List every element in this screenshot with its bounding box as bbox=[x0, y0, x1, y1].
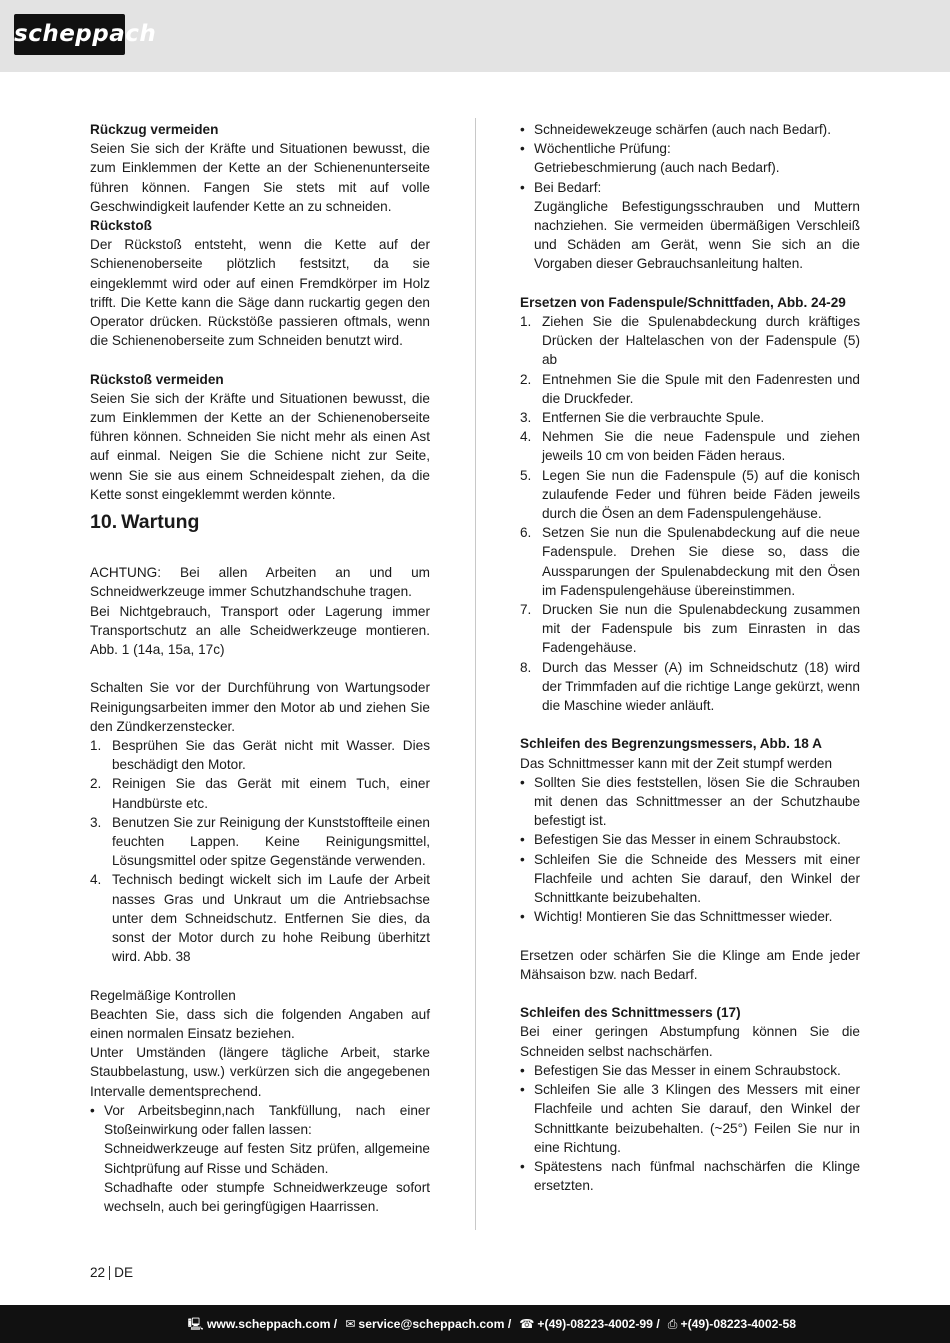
footer-fax: +(49)-08223-4002-58 bbox=[680, 1317, 796, 1331]
page-number bbox=[90, 1265, 133, 1280]
cleaning-steps bbox=[90, 736, 430, 966]
column-divider bbox=[475, 118, 476, 1230]
section-number: 10. bbox=[90, 511, 118, 534]
header-band bbox=[0, 0, 950, 72]
schnittmesser-bullets bbox=[520, 1061, 860, 1195]
list-item: 1. Besprühen Sie das Gerät nicht mit Wasser. Dies beschädigt den Motor. bbox=[90, 738, 430, 773]
computer-icon: 🖳 bbox=[187, 1317, 204, 1331]
list-item: 6. Setzen Sie nun die Spulenabdeckung auf die neue Fadenspule. Drehen Sie diese so, dass die Aussparungen der Spulenabdeckung mit den Ösen im Fadenspulengehäuse übereinstimmen. bbox=[520, 525, 860, 598]
fadenspule-steps bbox=[520, 312, 860, 715]
footer-email[interactable]: service@scheppach.com / bbox=[358, 1317, 512, 1331]
list-item: • Bei Bedarf: Zugängliche Befestigungsschrauben und Muttern nachziehen. Sie vermeiden übermäßigen Verschleiß und Schäden am Gerät, wenn Sie sich an die Vorgaben dieser Gebrauchsanleitung halten. bbox=[520, 179, 860, 272]
list-item: 3. Entfernen Sie die verbrauchte Spule. bbox=[520, 410, 765, 426]
list-item: • Wichtig! Montieren Sie das Schnittmesser wieder. bbox=[520, 909, 833, 925]
list-item: 2. Reinigen Sie das Gerät mit einem Tuch, einer Handbürste etc. bbox=[90, 776, 430, 811]
section-heading bbox=[90, 510, 430, 534]
schnittmesser-intro: Bei einer geringen Abstumpfung können Sie die Schneiden selbst nachschärfen. bbox=[520, 1024, 860, 1059]
list-item: • Wöchentliche Prüfung: Getriebeschmierung (auch nach Bedarf). bbox=[520, 141, 780, 176]
fadenspule-title: Ersetzen von Fadenspule/Schnittfaden, Abb. 24-29 bbox=[520, 294, 846, 310]
begrenzungsmesser-intro: Das Schnittmesser kann mit der Zeit stumpf werden bbox=[520, 755, 833, 771]
list-item: • Schleifen Sie die Schneide des Messers mit einer Flachfeile und achten Sie darauf, den Winkel der Schnittkante beizubehalten. bbox=[520, 851, 860, 906]
transport-text: Bei Nichtgebrauch, Transport oder Lagerung immer Transportschutz an alle Scheidwerkzeuge montieren. Abb. 1 (14a, 15a, 17c) bbox=[90, 603, 430, 658]
ruckstoss-vermeiden-title: Rückstoß vermeiden bbox=[90, 371, 224, 387]
schalten-text: Schalten Sie vor der Durchführung von Wartungsoder Reinigungsarbeiten immer den Motor ab und ziehen Sie den Zündkerzenstecker. bbox=[90, 680, 430, 734]
begrenzungsmesser-title: Schleifen des Begrenzungsmessers, Abb. 18 A bbox=[520, 736, 822, 752]
achtung-text: ACHTUNG: Bei allen Arbeiten an und um Schneidwerkzeuge immer Schutzhandschuhe tragen. bbox=[90, 565, 430, 600]
kontrollen-text-1: Beachten Sie, dass sich die folgenden Angaben auf einen normalen Einsatz beziehen. bbox=[90, 1006, 430, 1042]
list-item: • Vor Arbeitsbeginn,nach Tankfüllung, nach einer Stoßeinwirkung oder fallen lassen: Schneidwerkzeuge auf festen Sitz prüfen, allgemeine Sichtprüfung auf Risse und Schäden. Schadhafte oder stumpfe Schneidwerkzeuge sofort wechseln, auch bei geringfügigen Haarrissen. bbox=[90, 1102, 430, 1214]
list-item: • Befestigen Sie das Messer in einem Schraubstock. bbox=[520, 832, 841, 848]
list-item: • Spätestens nach fünfmal nachschärfen die Klinge ersetzten. bbox=[520, 1158, 860, 1194]
mail-icon: ✉ bbox=[345, 1317, 356, 1331]
list-item: 3. Benutzen Sie zur Reinigung der Kunststoffteile einen feuchten Lappen. Keine Reinigungsmittel, Lösungsmittel oder spitze Gegenstände verwenden. bbox=[90, 814, 430, 869]
list-item: • Befestigen Sie das Messer in einem Schraubstock. bbox=[520, 1062, 841, 1078]
ruckstoss-vermeiden-text: Seien Sie sich der Kräfte und Situationen bewusst, die zum Einklemmen der Kette an der Schienenoberseite führen können. Schneiden Sie nicht mehr als einen Ast auf einmal. Neigen Sie die Schiene nicht zur Seite, wenn Sie sie aus einem Schneidespalt ziehen, da die Kette sonst eingeklemmt werden könnte. bbox=[90, 390, 430, 502]
list-item: 5. Legen Sie nun die Fadenspule (5) auf die konisch zulaufende Feder und führen beide Fäden jeweils durch die Ösen an dem Fadenspulengehäuse. bbox=[520, 467, 860, 522]
maintenance-bullets bbox=[520, 120, 860, 274]
list-item: 2. Entnehmen Sie die Spule mit den Fadenresten und die Druckfeder. bbox=[520, 371, 860, 406]
list-item: 7. Drucken Sie nun die Spulenabdeckung zusammen mit der Fadenspule bis zum Einrasten in das Fadengehäuse. bbox=[520, 602, 860, 656]
begrenzungsmesser-bullets bbox=[520, 773, 860, 927]
ruckstoss-text: Der Rückstoß entsteht, wenn die Kette auf der Schienenoberseite plötzlich festsitzt, da sie eingeklemmt wird oder auf einen Fremdkörper im Holz trifft. Die Kette kann die Säge dann ruckartig gegen den Operator drücken. Rückstöße passieren oftmals, wenn die Schienenoberseite zum Schneiden benutzt wird. bbox=[90, 237, 430, 349]
list-item: 1. Ziehen Sie die Spulenabdeckung durch kräftiges Drücken der Haltelaschen von der Fadenspule (5) ab bbox=[520, 314, 860, 368]
list-item: 4. Nehmen Sie die neue Fadenspule und ziehen jeweils 10 cm von beiden Fäden heraus. bbox=[520, 429, 860, 464]
right-column bbox=[520, 120, 860, 1195]
list-item: • Schneidewekzeuge schärfen (auch nach Bedarf). bbox=[520, 122, 831, 137]
footer-phone: +(49)-08223-4002-99 / bbox=[537, 1317, 660, 1331]
page-number-value: 22 bbox=[90, 1265, 106, 1280]
list-item: • Sollten Sie dies feststellen, lösen Sie die Schrauben mit denen das Schnittmesser an der Schutzhaube befestigt ist. bbox=[520, 774, 860, 829]
list-item: 8. Durch das Messer (A) im Schneidschutz (18) wird der Trimmfaden auf die richtige Lange gekürzt, wenn die Maschine wieder anläuft. bbox=[520, 659, 860, 714]
page-number-divider bbox=[109, 1266, 110, 1280]
list-item: 4. Technisch bedingt wickelt sich im Laufe der Arbeit nasses Gras und Unkraut um die Antriebsachse unter dem Schneidschutz. Entfernen Sie dies, da sonst der Motor durch zu hohe Reibung überhitzt wird. Abb. 38 bbox=[90, 872, 430, 965]
kontrollen-bullets bbox=[90, 1101, 430, 1216]
page-language: DE bbox=[114, 1265, 134, 1280]
ruckzug-text: Seien Sie sich der Kräfte und Situationen bewusst, die zum Einklemmen der Kette an der Schienenunterseite führen können. Fangen Sie stets mit auf volle Geschwindigkeit laufender Kette an zu schneiden. bbox=[90, 141, 430, 214]
schnittmesser-title: Schleifen des Schnittmessers (17) bbox=[520, 1005, 741, 1021]
ruckzug-title: Rückzug vermeiden bbox=[90, 122, 219, 137]
kontrollen-text-2: Unter Umständen (längere tägliche Arbeit, starke Staubbelastung, usw.) verkürzen sich die angegebenen Intervalle dementsprechend. bbox=[90, 1045, 430, 1099]
brand-logo: scheppach bbox=[14, 14, 125, 55]
kontrollen-title: Regelmäßige Kontrollen bbox=[90, 987, 236, 1003]
footer-website[interactable]: www.scheppach.com / bbox=[206, 1317, 338, 1331]
ruckstoss-title: Rückstoß bbox=[90, 218, 152, 234]
list-item: • Schleifen Sie alle 3 Klingen des Messers mit einer Flachfeile und achten Sie darauf, den Winkel der Schnittkante beizubehalten. (~25°) Feilen Sie nur in eine Richtung. bbox=[520, 1082, 860, 1155]
section-title: Wartung bbox=[121, 511, 200, 534]
footer-bar bbox=[0, 1305, 950, 1343]
ersetzen-text: Ersetzen oder schärfen Sie die Klinge am Ende jeder Mähsaison bzw. nach Bedarf. bbox=[520, 947, 860, 982]
fax-icon: ⎙ bbox=[667, 1317, 678, 1331]
left-column bbox=[90, 120, 430, 1216]
phone-icon: ☎ bbox=[519, 1317, 535, 1331]
